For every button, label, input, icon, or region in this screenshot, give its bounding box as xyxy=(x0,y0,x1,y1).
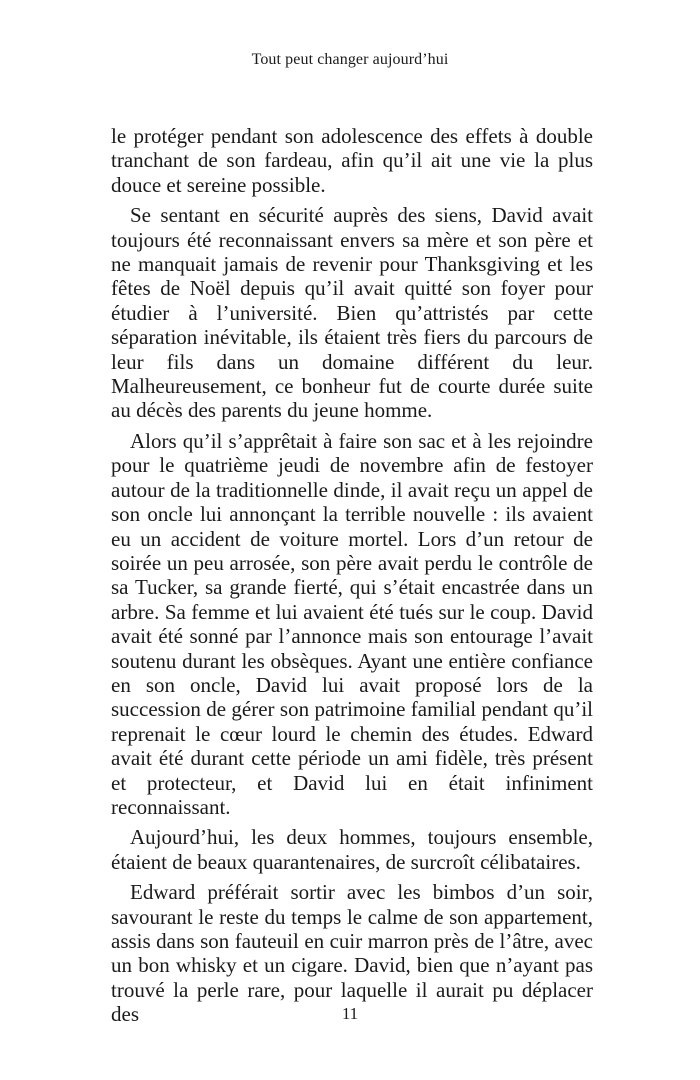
running-header-title: Tout peut changer aujourd’hui xyxy=(251,51,449,68)
paragraph: Edward préférait sortir avec les bimbos d’un soir, savourant le reste du temps le calme de son appartement, assis dans son fauteuil en cuir marron près de l’âtre, avec un bon whisky et un cigare. David, bien que n’ayant pas trouvé la perle rare, pour laquelle il aurait pu déplacer des xyxy=(111,880,593,1027)
paragraph: Alors qu’il s’apprêtait à faire son sac et à les rejoindre pour le quatrième jeudi de novembre afin de festoyer autour de la traditionnelle dinde, il avait reçu un appel de son oncle lui annonçant la terrible nouvelle : ils avaient eu un accident de voiture mortel. Lors d’un retour de soirée un peu arrosée, son père avait perdu le contrôle de sa Tucker, sa grande fierté, qui s’était encastrée dans un arbre. Sa femme et lui avaient été tués sur le coup. David avait été sonné par l’annonce mais son entourage l’avait soutenu durant les obsèques. Ayant une entière confiance en son oncle, David lui avait proposé lors de la succession de gérer son patrimoine familial pendant qu’il reprenait le cœur lourd le chemin des études. Edward avait été durant cette période un ami fidèle, très présent et protecteur, et David lui en était infiniment reconnaissant. xyxy=(111,428,593,819)
paragraph: le protéger pendant son adolescence des effets à double tranchant de son fardeau, afin qu’il ait une vie la plus douce et sereine possible. xyxy=(111,124,593,197)
page-number: 11 xyxy=(341,1004,359,1023)
paragraph: Se sentant en sécurité auprès des siens, David avait toujours été reconnaissant envers sa mère et son père et ne manquait jamais de revenir pour Thanksgiving et les fêtes de Noël depuis qu’il avait quitté son foyer pour étudier à l’université. Bien qu’attristés par cette séparation inévitable, ils étaient très fiers du parcours de leur fils dans un domaine différent du leur. Malheureusement, ce bonheur fut de courte durée suite au décès des parents du jeune homme. xyxy=(111,203,593,423)
page-body xyxy=(111,124,593,1033)
paragraph: Aujourd’hui, les deux hommes, toujours ensemble, étaient de beaux quarantenaires, de surcroît célibataires. xyxy=(111,825,593,874)
